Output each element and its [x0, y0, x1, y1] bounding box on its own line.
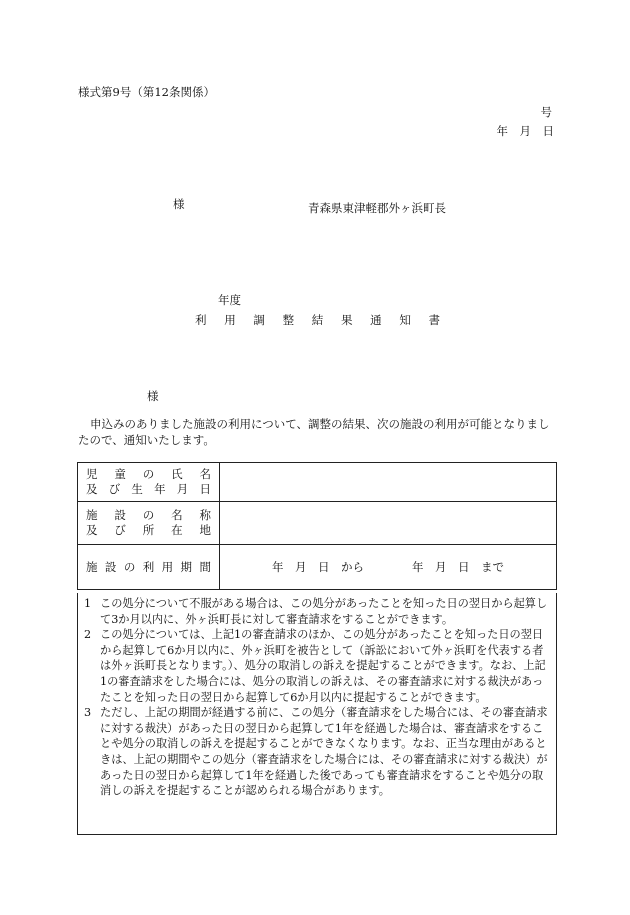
note-text: この処分については、上記1の審査請求のほか、この処分があったことを知った日の翌日から起算して6か月以内に、外ヶ浜町を被告として（訴訟において外ヶ浜町を代表する者は外ヶ浜町長となります。）、処分の取消しの訴えを提起することができます。なお、上記1の審査請求をした場合には、処分の取消しの訴えは、その審査請求に対する裁決があったことを知った日の翌日から起算して6か月以内に提起することができます。 [100, 628, 546, 704]
label-facility-name-address [78, 502, 220, 545]
label-char: 名 [199, 467, 211, 481]
label-char: 月 [176, 482, 189, 496]
document-title [195, 312, 440, 328]
label-char: 児 [86, 467, 98, 481]
label-char: 称 [199, 508, 211, 522]
title-char: 知 [399, 313, 411, 327]
notes-section [77, 593, 557, 835]
details-table [77, 462, 557, 590]
label-char: 期 [180, 559, 193, 574]
document-date-label: 年 月 日 [496, 124, 554, 138]
note-item [84, 596, 552, 627]
label-char: の [123, 559, 136, 574]
label-char: 日 [199, 482, 211, 496]
label-char: 名 [171, 508, 183, 522]
label-char: び [108, 482, 121, 496]
value-usage-period [220, 545, 557, 590]
label-char: 及 [86, 523, 98, 537]
label-char: 用 [161, 559, 174, 574]
title-char: 整 [282, 313, 295, 327]
addressee-honorific-top: 様 [173, 197, 185, 211]
label-char: 施 [86, 559, 98, 574]
table-row-facility-name [78, 502, 557, 545]
fiscal-year-label: 年度 [218, 293, 241, 307]
label-child-name-birthdate [78, 463, 220, 502]
label-char: 童 [114, 467, 126, 481]
note-text: この処分について不服がある場合は、この処分があったことを知った日の翌日から起算して3か月以内に、外ヶ浜町長に対して審査請求をすることができます。 [100, 597, 548, 626]
label-char: 設 [104, 559, 117, 574]
title-char: 書 [428, 313, 440, 327]
issuer-name: 青森県東津軽郡外ヶ浜町長 [308, 201, 446, 215]
form-number: 様式第9号（第12条関係） [78, 85, 215, 99]
addressee-honorific-second: 様 [147, 389, 159, 403]
note-number: 2 [84, 628, 92, 642]
label-char: 施 [86, 508, 98, 522]
label-char: び [114, 523, 126, 537]
value-child-name-birthdate [220, 463, 557, 502]
table-row-child-name [78, 463, 557, 502]
title-char: 利 [195, 313, 207, 327]
title-char: 果 [340, 313, 353, 327]
label-usage-period [78, 545, 220, 590]
title-char: 用 [224, 313, 236, 327]
note-item [84, 627, 552, 705]
label-char: 在 [171, 523, 183, 537]
period-from-label: 年 月 日 から [272, 560, 364, 574]
note-number: 3 [84, 706, 92, 720]
label-char: 及 [86, 482, 98, 496]
note-text: ただし、上記の期間が経過する前に、この処分（審査請求をした場合には、その審査請求に対する裁決）があった日の翌日から起算して1年を経過した場合は、審査請求をすることや処分の取消しの訴えを提起することができなくなります。なお、正当な理由があるときは、上記の期間やこの処分（審査請求をした場合には、その審査請求に対する裁決）があった日の翌日から起算して1年を経過した後であっても審査請求をすることや処分の取消しの訴えを提起することが認められる場合があります。 [100, 706, 548, 798]
label-char: 生 [131, 482, 143, 496]
label-char: 間 [199, 559, 211, 574]
title-char: 調 [253, 313, 265, 327]
value-facility-name-address [220, 502, 557, 545]
label-char: の [142, 508, 155, 522]
notice-body-text: 申込みのありました施設の利用について、調整の結果、次の施設の利用が可能となりましたので、通知いたします。 [78, 417, 550, 447]
label-char: 利 [142, 559, 155, 574]
title-char: 結 [311, 313, 324, 327]
label-char: 氏 [171, 467, 183, 481]
note-item [84, 705, 552, 799]
label-char: 地 [199, 523, 211, 537]
document-number-label: 号 [540, 105, 552, 119]
period-to-label: 年 月 日 まで [412, 560, 504, 574]
label-char: 所 [142, 523, 155, 537]
title-char: 通 [370, 313, 382, 327]
table-row-usage-period [78, 545, 557, 590]
label-char: の [142, 467, 155, 481]
label-char: 年 [154, 482, 166, 496]
note-number: 1 [84, 597, 92, 610]
label-char: 設 [114, 508, 126, 522]
